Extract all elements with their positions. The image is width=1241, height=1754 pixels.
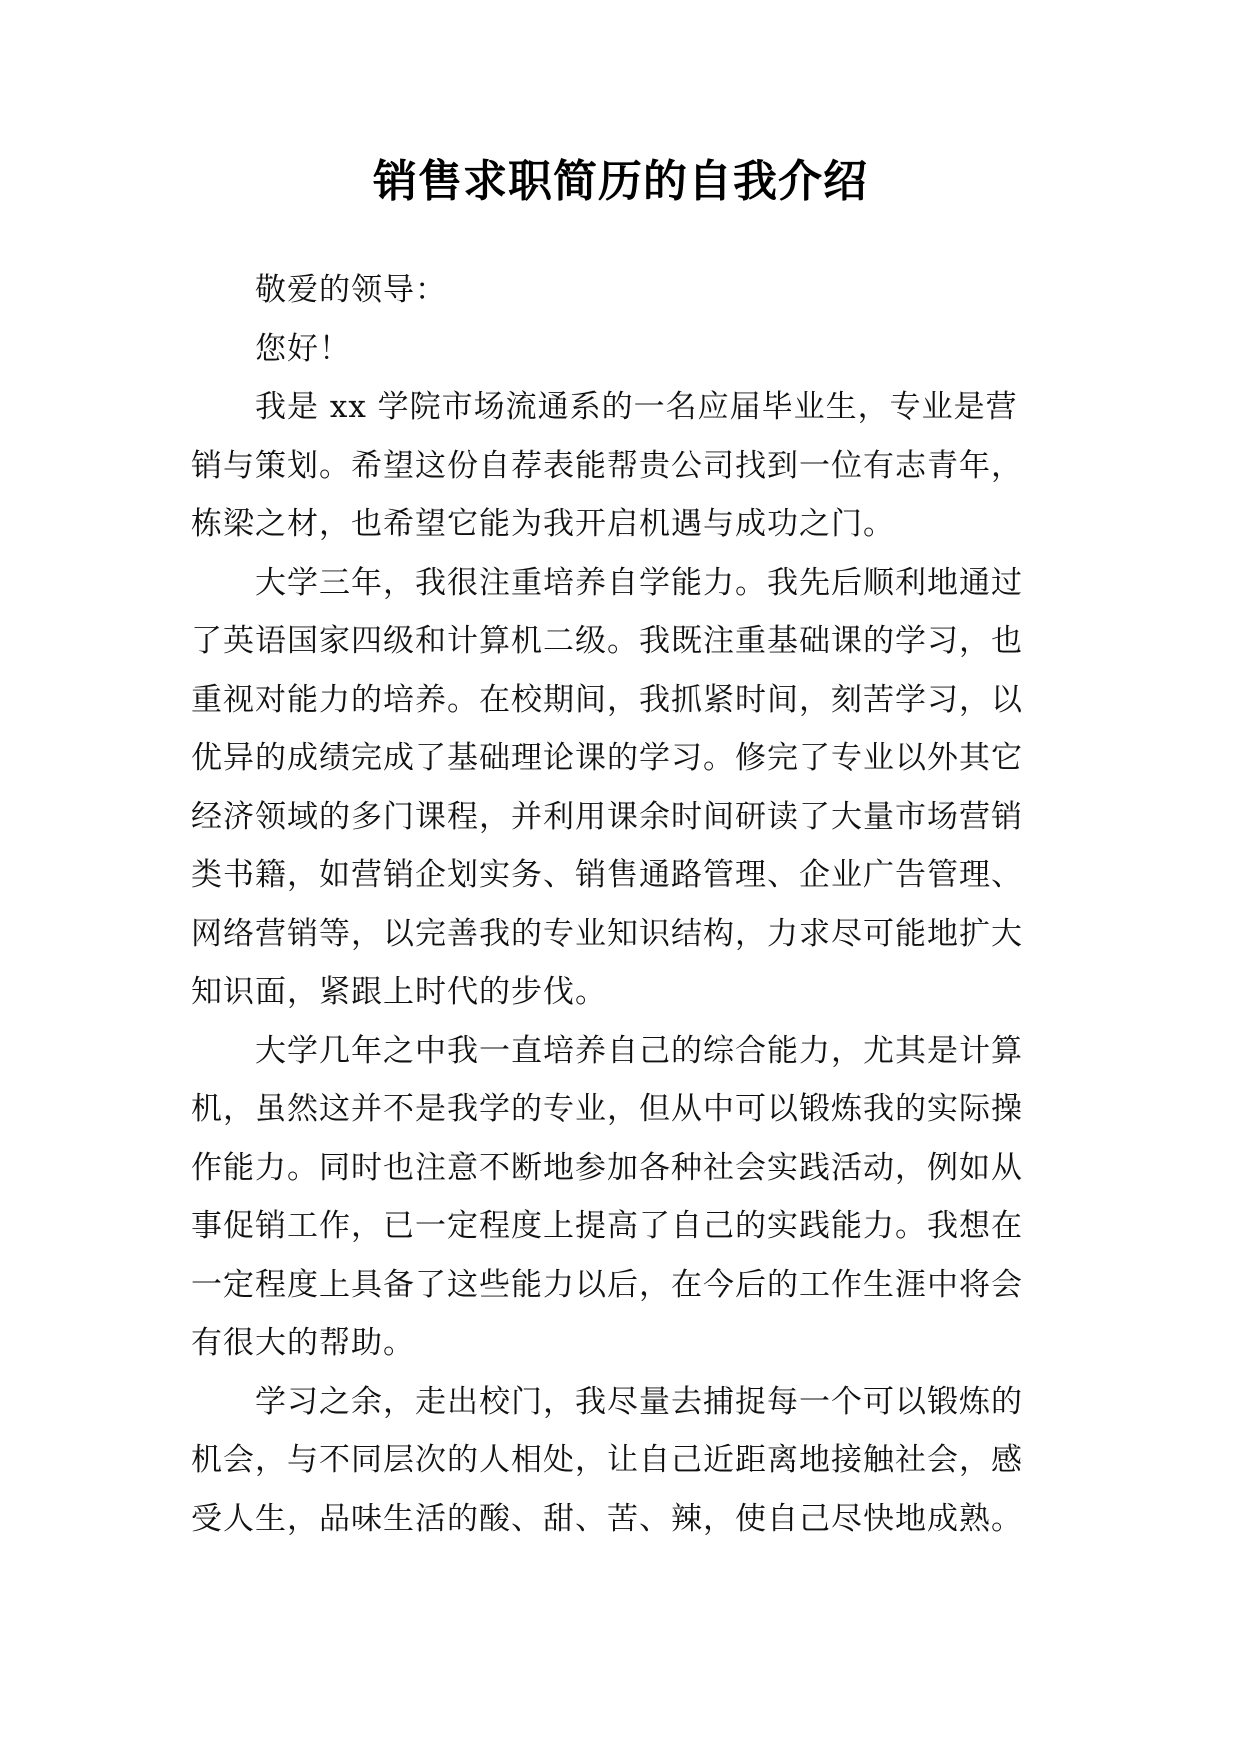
greeting: 您好！: [255, 330, 351, 367]
paragraph-line: 销与策划。希望这份自荐表能帮贵公司找到一位有志青年，: [191, 447, 1023, 484]
paragraph-line: 有很大的帮助。: [191, 1325, 415, 1361]
paragraph: [191, 554, 1055, 1022]
paragraph-line: 事促销工作，已一定程度上提高了自己的实践能力。我想在: [191, 1208, 1023, 1244]
paragraph-line: 类书籍，如营销企划实务、销售通路管理、企业广告管理、: [191, 857, 1023, 893]
paragraph-line: 一定程度上具备了这些能力以后，在今后的工作生涯中将会: [191, 1266, 1023, 1303]
paragraph-line: 栋梁之材，也希望它能为我开启机遇与成功之门。: [191, 506, 895, 542]
paragraph-line: 经济领域的多门课程，并利用课余时间研读了大量市场营销: [191, 798, 1023, 835]
paragraph-line: 大学几年之中我一直培养自己的综合能力，尤其是计算: [255, 1032, 1023, 1069]
paragraph-line: 重视对能力的培养。在校期间，我抓紧时间，刻苦学习，以: [191, 681, 1023, 718]
document-body: [191, 261, 1055, 1548]
paragraph: [191, 1022, 1055, 1373]
paragraph-line: 机，虽然这并不是我学的专业，但从中可以锻炼我的实际操: [191, 1091, 1023, 1127]
paragraph-line: 优异的成绩完成了基础理论课的学习。修完了专业以外其它: [191, 740, 1023, 776]
paragraph-line: 大学三年，我很注重培养自学能力。我先后顺利地通过: [255, 564, 1023, 601]
paragraph: [191, 378, 1055, 554]
paragraph-line: 机会，与不同层次的人相处，让自己近距离地接触社会，感: [191, 1442, 1023, 1478]
paragraph-line: 知识面，紧跟上时代的步伐。: [191, 974, 607, 1010]
paragraph-line: 网络营销等，以完善我的专业知识结构，力求尽可能地扩大: [191, 915, 1023, 952]
paragraph-line: 学习之余，走出校门，我尽量去捕捉每一个可以锻炼的: [255, 1383, 1023, 1420]
salutation: 敬爱的领导：: [255, 272, 447, 308]
paragraph-line: 我是 xx 学院市场流通系的一名应届毕业生，专业是营: [255, 389, 1018, 425]
paragraph-line: 作能力。同时也注意不断地参加各种社会实践活动，例如从: [191, 1149, 1023, 1186]
paragraph: [191, 1373, 1055, 1549]
paragraph-line: 了英语国家四级和计算机二级。我既注重基础课的学习，也: [191, 623, 1023, 659]
document-title: 销售求职简历的自我介绍: [373, 156, 868, 207]
paragraph-line: 受人生，品味生活的酸、甜、苦、辣，使自己尽快地成熟。: [191, 1500, 1023, 1537]
